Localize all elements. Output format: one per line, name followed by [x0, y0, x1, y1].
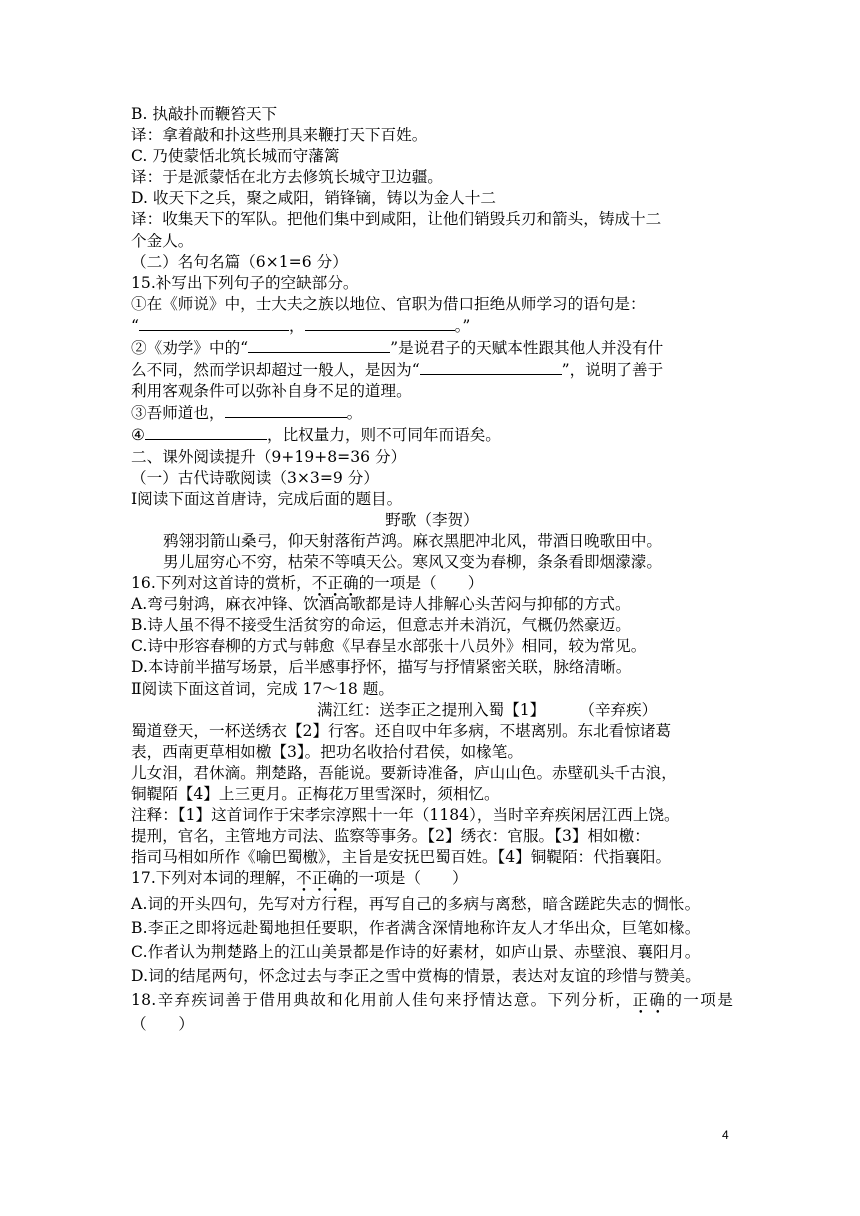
page-number: 4: [722, 1128, 729, 1142]
note-line-1: 注释：【1】这首词作于宋孝宗淳熙十一年（1184），当时辛弃疾闲居江西上饶。: [131, 806, 680, 825]
question-15: 15.补写出下列句子的空缺部分。: [131, 273, 359, 292]
question-18: 18.辛弃疾词善于借用典故和化用前人佳句来抒情达意。下列分析，正确的一项是（ ）: [131, 991, 734, 1034]
ci-line-2: 表，西南更草相如檄【3】。把功名收拾付君侯，如椽笔。: [131, 742, 523, 761]
section-heading: （二）名句名篇（6×1=6 分）: [131, 252, 348, 271]
emphasis-not-correct: 不正确: [311, 574, 359, 593]
ci-line-4: 铜鞮陌【4】上三更月。正梅花万里雪深时，须相忆。: [131, 785, 500, 803]
q16-option-d: D.本诗前半描写场景，后半感事抒怀，描写与抒情紧密关联，脉络清晰。: [131, 658, 632, 677]
page-content: [131, 104, 733, 1036]
option-b-line: B. 执敲扑而鞭笞天下: [131, 105, 278, 123]
fill-line-4: 利用客观条件可以弥补自身不足的道理。: [131, 382, 412, 401]
option-c-line: C. 乃使蒙恬北筑长城而守藩篱: [131, 147, 340, 166]
ci-title-line: [131, 700, 733, 721]
question-17: 17.下列对本词的理解，不正确的一项是（ ）: [131, 869, 468, 888]
fill-line-1: “ ， 。”: [131, 316, 471, 335]
fill-line-5: ③吾师道也， 。: [131, 404, 363, 423]
reading-instruction-1: Ⅰ阅读下面这首唐诗，完成后面的题目。: [131, 489, 403, 508]
fill-line-6: ④ ，比权量力，则不可同年而语矣。: [131, 426, 501, 445]
answer-blank[interactable]: [305, 315, 455, 331]
q16-option-a: A.弯弓射鸿，麻衣冲锋、饮酒高歌都是诗人排解心头苦闷与抑郁的方式。: [131, 595, 631, 614]
q17-option-a: A.词的开头四句，先写对方行程，再写自己的多病与离愁，暗含蹉跎失志的惆怅。: [131, 895, 701, 914]
ci-line-3: 儿女泪，君休滴。荆楚路，吾能说。要新诗准备，庐山山色。赤壁矶头千古浪，: [131, 763, 677, 782]
poetry-subheading: （一）古代诗歌阅读（3×3=9 分）: [131, 468, 379, 487]
q17-option-d: D.词的结尾两句，怀念过去与李正之雪中赏梅的情景，表达对友谊的珍惜与赞美。: [131, 967, 702, 986]
q17-option-c: C.作者认为荆楚路上的江山美景都是作诗的好素材，如庐山景、赤壁浪、襄阳月。: [131, 943, 701, 962]
ci-title: 满江红：送李正之提刑入蜀【1】: [317, 700, 546, 719]
emphasis-not-correct: 不正确: [296, 869, 343, 888]
question-16: 16.下列对这首诗的赏析，不正确的一项是（ ）: [131, 574, 484, 593]
translation-line: 译：于是派蒙恬在北方去修筑长城守卫边疆。: [131, 168, 443, 187]
answer-blank[interactable]: [225, 402, 347, 418]
poem-title: 野歌（李贺）: [385, 510, 479, 529]
translation-line-cont: 个金人。: [131, 231, 194, 250]
answer-blank[interactable]: [145, 424, 267, 440]
note-line-3: 指司马相如所作《喻巴蜀檄》，主旨是安抚巴蜀百姓。【4】铜鞮陌：代指襄阳。: [131, 848, 672, 867]
poem-line-2: 男儿屈穷心不穷，枯荣不等嗔天公。寒风又变为春柳，条条看即烟濛濛。: [163, 552, 663, 571]
option-d-line: D. 收天下之兵，聚之咸阳，销锋镝，铸以为金人十二: [131, 189, 496, 208]
translation-line: 译：拿着敲和扑这些刑具来鞭打天下百姓。: [131, 126, 428, 145]
ci-author: （辛弃疾）: [579, 700, 658, 719]
q16-option-b: B.诗人虽不得不接受生活贫穷的命运，但意志并未消沉，气概仍然豪迈。: [131, 616, 631, 635]
ci-line-1: 蜀道登天，一杯送绣衣【2】行客。还自叹中年多病，不堪离别。东北看惊诸葛: [131, 721, 672, 740]
q16-option-c: C.诗中形容春柳的方式与韩愈《早春呈水部张十八员外》相同，较为常见。: [131, 637, 647, 656]
answer-blank[interactable]: [139, 315, 289, 331]
section-2-heading: 二、课外阅读提升（9+19+8=36 分）: [131, 447, 407, 466]
answer-blank[interactable]: [248, 337, 390, 353]
emphasis-correct: 正确: [632, 991, 667, 1010]
translation-line: 译：收集天下的军队。把他们集中到咸阳，让他们销毁兵刃和箭头，铸成十二: [131, 210, 662, 229]
reading-instruction-2: Ⅱ阅读下面这首词，完成 17～18 题。: [131, 679, 394, 698]
fill-line-2: ②《劝学》中的“ ”是说君子的天赋本性跟其他人并没有什: [131, 339, 664, 358]
answer-blank[interactable]: [420, 359, 562, 375]
q17-option-b: B.李正之即将远赴蜀地担任要职，作者满含深情地称许友人才华出众，巨笔如椽。: [131, 919, 701, 938]
note-line-2: 提刑，官名，主管地方司法、监察等事务。【2】绣衣：官服。【3】相如檄：: [131, 827, 650, 846]
fill-line-3: 么不同，然而学识却超过一般人，是因为“ ”，说明了善于: [131, 361, 664, 380]
poem-line-1: 鸦翎羽箭山桑弓，仰天射落衔芦鸿。麻衣黑肥冲北风，带酒日晚歌田中。: [163, 531, 663, 550]
question-15-item-1: ①在《师说》中，士大夫之族以地位、官职为借口拒绝从师学习的语句是：: [131, 294, 646, 313]
